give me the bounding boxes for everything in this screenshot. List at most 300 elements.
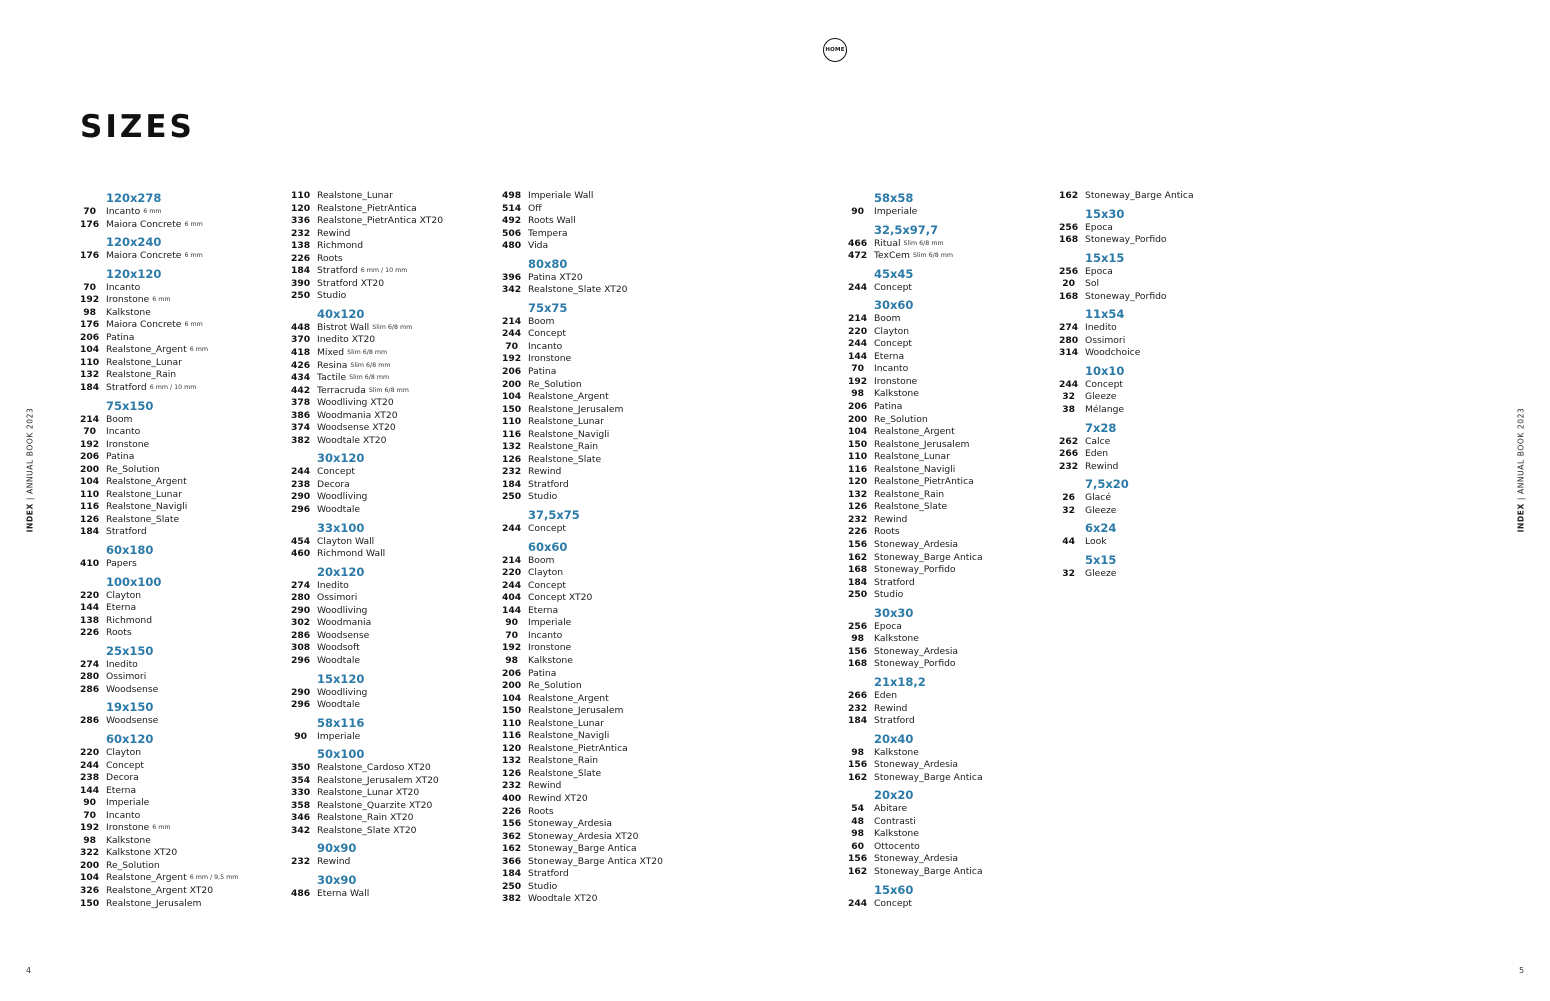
home-button[interactable]: HOME	[823, 38, 847, 62]
index-entry[interactable]	[848, 816, 983, 829]
collection-name: Studio	[528, 880, 558, 892]
collection-name: Concept	[528, 523, 566, 535]
index-entry[interactable]	[291, 215, 443, 228]
index-entry[interactable]	[848, 363, 983, 376]
index-entry[interactable]	[502, 215, 663, 228]
index-entry[interactable]	[502, 605, 663, 618]
index-entry[interactable]	[80, 526, 238, 539]
page-ref: 104	[80, 476, 100, 488]
collection-name: Stoneway_Ardesia	[528, 818, 613, 830]
index-entry[interactable]	[291, 466, 443, 479]
collection-name: Woodmania	[317, 617, 372, 629]
index-entry[interactable]	[848, 589, 983, 602]
index-entry[interactable]	[291, 322, 443, 335]
size-section	[848, 882, 983, 911]
index-entry[interactable]	[291, 548, 443, 561]
index-entry[interactable]	[848, 326, 983, 339]
index-entry[interactable]	[80, 439, 238, 452]
collection-name: Woodtale XT20	[528, 893, 598, 905]
index-entry[interactable]	[502, 718, 663, 731]
page-ref: 206	[502, 366, 522, 378]
index-entry[interactable]	[502, 203, 663, 216]
size-section	[80, 574, 238, 640]
index-entry[interactable]	[502, 328, 663, 341]
collection-name: Realstone_Rain XT20	[317, 812, 414, 824]
index-entry[interactable]	[848, 803, 983, 816]
index-entry[interactable]	[502, 379, 663, 392]
index-entry[interactable]	[291, 385, 443, 398]
collection-name: Incanto	[528, 340, 563, 352]
index-entry[interactable]	[80, 489, 238, 502]
index-entry[interactable]	[1059, 291, 1194, 304]
collection-name: Incanto	[106, 281, 141, 293]
collection-name: Ironstone	[106, 822, 150, 834]
index-entry[interactable]	[291, 787, 443, 800]
index-entry[interactable]	[291, 228, 443, 241]
index-column-2	[291, 190, 443, 901]
index-entry[interactable]	[502, 316, 663, 329]
page-ref: 220	[502, 567, 522, 579]
page-ref: 232	[291, 227, 311, 239]
page-ref: 116	[502, 730, 522, 742]
index-entry[interactable]	[1059, 436, 1194, 449]
size-heading: 75x150	[106, 398, 154, 413]
collection-name: Gleeze	[1085, 504, 1117, 516]
index-entry[interactable]	[291, 265, 443, 278]
index-entry[interactable]	[848, 564, 983, 577]
index-entry[interactable]	[502, 680, 663, 693]
collection-name: Abitare	[874, 803, 908, 815]
index-entry[interactable]	[502, 617, 663, 630]
index-entry[interactable]	[848, 439, 983, 452]
index-entry[interactable]	[1059, 347, 1194, 360]
index-entry[interactable]	[502, 705, 663, 718]
index-entry[interactable]	[848, 841, 983, 854]
index-entry[interactable]	[1059, 322, 1194, 335]
index-entry[interactable]	[80, 615, 238, 628]
index-entry[interactable]	[1059, 222, 1194, 235]
index-entry[interactable]	[848, 501, 983, 514]
index-entry[interactable]	[1059, 568, 1194, 581]
index-entry[interactable]	[80, 294, 238, 307]
index-entry[interactable]	[80, 747, 238, 760]
index-entry[interactable]	[80, 847, 238, 860]
index-entry[interactable]	[291, 491, 443, 504]
index-entry[interactable]	[80, 684, 238, 697]
index-entry[interactable]	[80, 206, 238, 219]
index-entry[interactable]	[291, 334, 443, 347]
index-entry[interactable]	[502, 353, 663, 366]
page-ref: 192	[80, 294, 100, 306]
index-entry[interactable]	[291, 655, 443, 668]
page-ref: 220	[80, 746, 100, 758]
index-entry[interactable]	[848, 476, 983, 489]
index-entry[interactable]	[291, 397, 443, 410]
index-entry[interactable]	[502, 404, 663, 417]
index-entry[interactable]	[291, 888, 443, 901]
page-ref: 480	[502, 240, 522, 252]
index-entry[interactable]	[291, 190, 443, 203]
page-ref: 378	[291, 397, 311, 409]
collection-name: Imperiale	[528, 617, 572, 629]
collection-name: Inedito XT20	[317, 334, 376, 346]
index-entry[interactable]	[502, 856, 663, 869]
index-entry[interactable]	[291, 278, 443, 291]
index-entry[interactable]	[848, 238, 983, 251]
collection-name: Realstone_Jerusalem	[528, 403, 624, 415]
index-entry[interactable]	[848, 282, 983, 295]
collection-name: Kalkstone XT20	[106, 847, 178, 859]
page-ref: 286	[80, 715, 100, 727]
index-entry[interactable]	[848, 772, 983, 785]
page-ref: 250	[502, 491, 522, 503]
index-entry[interactable]	[848, 898, 983, 911]
index-entry[interactable]	[80, 785, 238, 798]
index-entry[interactable]	[502, 454, 663, 467]
index-entry[interactable]	[291, 617, 443, 630]
collection-name: Realstone_Argent	[106, 344, 187, 356]
index-entry[interactable]	[848, 853, 983, 866]
index-entry[interactable]	[848, 414, 983, 427]
index-entry[interactable]	[291, 422, 443, 435]
thickness-note: 6 mm	[152, 296, 171, 304]
index-entry[interactable]	[848, 464, 983, 477]
collection-name: Re_Solution	[874, 413, 928, 425]
index-entry[interactable]	[80, 627, 238, 640]
page-ref: 244	[502, 328, 522, 340]
thickness-note: 6 mm / 10 mm	[360, 267, 408, 275]
index-entry[interactable]	[502, 441, 663, 454]
index-entry[interactable]	[80, 344, 238, 357]
size-section	[291, 872, 443, 901]
index-entry[interactable]	[502, 730, 663, 743]
collection-name: Clayton	[874, 325, 910, 337]
thickness-note: Slim 6/8 mm	[368, 386, 409, 394]
index-entry[interactable]	[291, 372, 443, 385]
index-entry[interactable]	[80, 860, 238, 873]
index-entry[interactable]	[502, 831, 663, 844]
page-ref: 238	[80, 772, 100, 784]
side-label-left	[26, 408, 35, 533]
index-entry[interactable]	[80, 451, 238, 464]
index-entry[interactable]	[502, 228, 663, 241]
collection-name: Ritual	[874, 237, 901, 249]
index-entry[interactable]	[80, 602, 238, 615]
index-entry[interactable]	[80, 590, 238, 603]
index-entry[interactable]	[848, 376, 983, 389]
collection-name: Realstone_Argent	[106, 872, 187, 884]
index-entry[interactable]	[291, 240, 443, 253]
collection-name: Stoneway_Ardesia	[874, 539, 959, 551]
collection-name: Eterna	[874, 350, 905, 362]
index-entry[interactable]	[848, 250, 983, 263]
index-entry[interactable]	[291, 410, 443, 423]
page-ref: 98	[83, 834, 96, 846]
index-entry[interactable]	[502, 366, 663, 379]
index-entry[interactable]	[291, 800, 443, 813]
index-entry[interactable]	[80, 885, 238, 898]
collection-name: Stoneway_Barge Antica	[1085, 190, 1194, 201]
page-ref: 322	[80, 847, 100, 859]
index-entry[interactable]	[80, 898, 238, 911]
index-entry[interactable]	[502, 743, 663, 756]
collection-name: Glacé	[1085, 492, 1112, 504]
index-entry[interactable]	[291, 642, 443, 655]
index-entry[interactable]	[502, 429, 663, 442]
index-entry[interactable]	[291, 435, 443, 448]
index-entry[interactable]	[1059, 461, 1194, 474]
page-ref: 358	[291, 799, 311, 811]
index-entry[interactable]	[848, 828, 983, 841]
index-entry[interactable]	[80, 219, 238, 232]
index-entry[interactable]	[502, 391, 663, 404]
page-ref: 90	[294, 730, 307, 742]
index-entry[interactable]	[502, 881, 663, 894]
page-ref: 104	[80, 344, 100, 356]
index-entry[interactable]	[502, 655, 663, 668]
collection-name: Decora	[106, 772, 139, 784]
index-entry[interactable]	[1059, 379, 1194, 392]
page-ref: 404	[502, 592, 522, 604]
index-entry[interactable]	[80, 464, 238, 477]
index-entry[interactable]	[848, 759, 983, 772]
index-entry[interactable]	[848, 514, 983, 527]
collection-name: Realstone_Argent XT20	[106, 884, 214, 896]
index-entry[interactable]	[80, 250, 238, 263]
index-entry[interactable]	[502, 466, 663, 479]
index-entry[interactable]	[848, 866, 983, 879]
index-entry[interactable]	[291, 687, 443, 700]
index-entry[interactable]	[80, 414, 238, 427]
index-entry[interactable]	[848, 621, 983, 634]
index-entry[interactable]	[80, 558, 238, 571]
thickness-note: 6 mm	[184, 252, 203, 260]
index-entry[interactable]	[291, 731, 443, 744]
index-entry[interactable]	[291, 360, 443, 373]
index-entry[interactable]	[502, 630, 663, 643]
index-entry[interactable]	[1059, 536, 1194, 549]
page-ref: 116	[502, 428, 522, 440]
index-entry[interactable]	[1059, 190, 1194, 203]
collection-name: Realstone_Navigli	[528, 428, 610, 440]
index-entry[interactable]	[502, 768, 663, 781]
index-entry[interactable]	[848, 489, 983, 502]
page-ref: 418	[291, 347, 311, 359]
index-entry[interactable]	[848, 646, 983, 659]
index-entry[interactable]	[80, 357, 238, 370]
index-entry[interactable]	[502, 868, 663, 881]
index-entry[interactable]	[80, 307, 238, 320]
index-entry[interactable]	[291, 347, 443, 360]
size-heading: 100x100	[106, 574, 162, 589]
page-ref: 162	[1059, 190, 1079, 201]
index-entry[interactable]	[848, 401, 983, 414]
index-entry[interactable]	[502, 780, 663, 793]
collection-name: Stratford	[528, 868, 569, 880]
page-ref: 486	[291, 887, 311, 899]
index-entry[interactable]	[80, 659, 238, 672]
index-entry[interactable]	[502, 580, 663, 593]
index-entry[interactable]	[291, 825, 443, 838]
page-ref: 144	[80, 602, 100, 614]
index-entry[interactable]	[80, 282, 238, 295]
index-entry[interactable]	[502, 592, 663, 605]
index-entry[interactable]	[80, 514, 238, 527]
index-entry[interactable]	[848, 690, 983, 703]
page-ref: 110	[291, 190, 311, 201]
index-entry[interactable]	[848, 552, 983, 565]
collection-name: Kalkstone	[106, 306, 151, 318]
index-entry[interactable]	[1059, 278, 1194, 291]
index-entry[interactable]	[80, 822, 238, 835]
index-entry[interactable]	[848, 658, 983, 671]
page-ref: 120	[502, 742, 522, 754]
index-entry[interactable]	[291, 762, 443, 775]
page-ref: 20	[1062, 278, 1075, 290]
index-entry[interactable]	[80, 319, 238, 332]
index-entry[interactable]	[291, 290, 443, 303]
collection-name: Patina XT20	[528, 271, 583, 283]
index-entry[interactable]	[291, 856, 443, 869]
page-ref: 156	[848, 645, 868, 657]
index-entry[interactable]	[502, 240, 663, 253]
index-entry[interactable]	[291, 812, 443, 825]
index-entry[interactable]	[848, 313, 983, 326]
collection-name: Woodliving	[317, 604, 368, 616]
page-ref: 250	[848, 589, 868, 601]
index-entry[interactable]	[80, 797, 238, 810]
index-entry[interactable]	[1059, 391, 1194, 404]
index-entry[interactable]	[80, 810, 238, 823]
page-ref: 290	[291, 604, 311, 616]
index-entry[interactable]	[502, 843, 663, 856]
index-entry[interactable]	[502, 806, 663, 819]
thickness-note: 6 mm	[189, 346, 208, 354]
index-entry[interactable]	[502, 668, 663, 681]
collection-name: Realstone_Navigli	[106, 501, 188, 513]
index-entry[interactable]	[80, 772, 238, 785]
index-entry[interactable]	[80, 715, 238, 728]
index-entry[interactable]	[502, 555, 663, 568]
page-ref: 232	[502, 780, 522, 792]
index-entry[interactable]	[502, 341, 663, 354]
collection-name: Ironstone	[528, 642, 572, 654]
index-entry[interactable]	[80, 671, 238, 684]
index-entry[interactable]	[502, 416, 663, 429]
index-entry[interactable]	[1059, 234, 1194, 247]
index-entry[interactable]	[848, 577, 983, 590]
size-section	[848, 731, 983, 785]
index-entry[interactable]	[291, 699, 443, 712]
index-entry[interactable]	[848, 539, 983, 552]
index-entry[interactable]	[848, 351, 983, 364]
index-entry[interactable]	[848, 633, 983, 646]
index-entry[interactable]	[502, 793, 663, 806]
index-entry[interactable]	[291, 504, 443, 517]
index-entry[interactable]	[502, 818, 663, 831]
index-entry[interactable]	[80, 501, 238, 514]
index-entry[interactable]	[848, 715, 983, 728]
index-entry[interactable]	[848, 703, 983, 716]
index-entry[interactable]	[1059, 404, 1194, 417]
index-entry[interactable]	[848, 526, 983, 539]
index-entry[interactable]	[502, 893, 663, 906]
index-entry[interactable]	[502, 479, 663, 492]
collection-name: Stratford	[317, 265, 358, 277]
collection-name: Realstone_Jerusalem	[106, 897, 202, 909]
index-entry[interactable]	[291, 203, 443, 216]
index-entry[interactable]	[502, 523, 663, 536]
collection-name: Roots	[106, 627, 132, 639]
index-entry[interactable]	[848, 338, 983, 351]
index-entry[interactable]	[80, 369, 238, 382]
index-entry[interactable]	[80, 382, 238, 395]
page-ref: 514	[502, 202, 522, 214]
index-entry[interactable]	[291, 605, 443, 618]
collection-name: Ottocento	[874, 840, 920, 852]
collection-name: Epoca	[1085, 265, 1113, 277]
size-heading: 58x58	[874, 191, 914, 205]
size-heading: 19x150	[106, 700, 154, 715]
index-entry[interactable]	[80, 332, 238, 345]
index-entry[interactable]	[291, 536, 443, 549]
index-entry[interactable]	[291, 253, 443, 266]
index-entry[interactable]	[1059, 505, 1194, 518]
collection-name: Re_Solution	[106, 859, 160, 871]
index-entry[interactable]	[1059, 335, 1194, 348]
index-entry[interactable]	[80, 835, 238, 848]
index-entry[interactable]	[848, 206, 983, 219]
index-entry[interactable]	[1059, 492, 1194, 505]
index-entry[interactable]	[502, 272, 663, 285]
index-entry[interactable]	[502, 491, 663, 504]
index-entry[interactable]	[848, 747, 983, 760]
index-entry[interactable]	[291, 580, 443, 593]
page-ref: 350	[291, 762, 311, 774]
page-ref: 336	[291, 215, 311, 227]
index-entry[interactable]	[1059, 448, 1194, 461]
index-entry[interactable]	[502, 755, 663, 768]
index-entry[interactable]	[291, 775, 443, 788]
index-entry[interactable]	[80, 872, 238, 885]
index-entry[interactable]	[502, 567, 663, 580]
index-entry[interactable]	[291, 479, 443, 492]
index-entry[interactable]	[502, 693, 663, 706]
index-entry[interactable]	[502, 190, 663, 203]
index-entry[interactable]	[291, 592, 443, 605]
index-entry[interactable]	[80, 760, 238, 773]
page-ref: 176	[80, 250, 100, 262]
index-entry[interactable]	[848, 426, 983, 439]
index-entry[interactable]	[848, 388, 983, 401]
size-heading: 15x30	[1085, 206, 1125, 221]
collection-name: Realstone_Rain	[528, 755, 599, 767]
index-entry[interactable]	[848, 451, 983, 464]
page-ref: 296	[291, 504, 311, 516]
collection-name: Rewind	[874, 702, 908, 714]
index-entry[interactable]	[80, 476, 238, 489]
size-heading: 40x120	[317, 306, 365, 321]
index-entry[interactable]	[80, 426, 238, 439]
size-heading: 20x20	[874, 788, 914, 803]
size-heading: 15x15	[1085, 250, 1125, 265]
collection-name: Realstone_Jerusalem	[528, 705, 624, 717]
index-entry[interactable]	[1059, 266, 1194, 279]
collection-name: Imperiale	[106, 797, 150, 809]
index-entry[interactable]	[502, 284, 663, 297]
index-entry[interactable]	[291, 630, 443, 643]
index-entry[interactable]	[502, 642, 663, 655]
